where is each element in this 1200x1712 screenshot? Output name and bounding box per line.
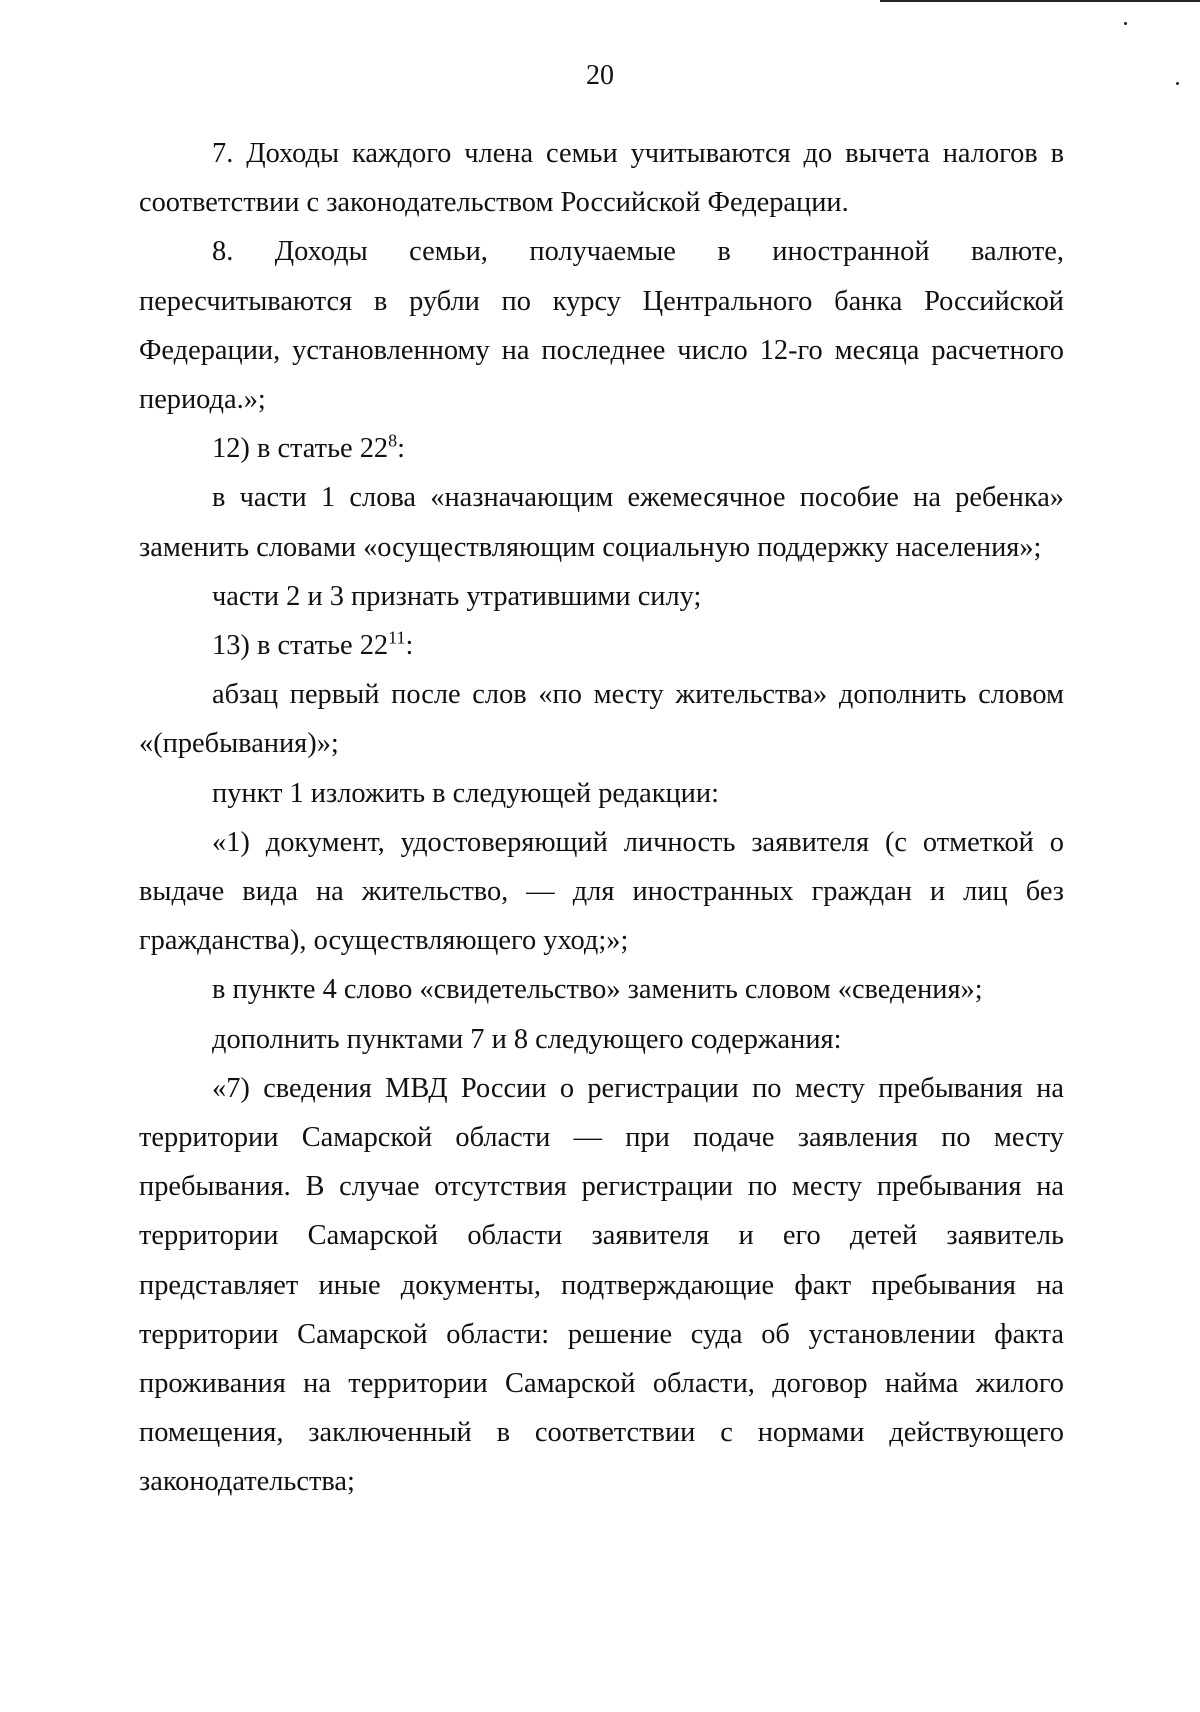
top-edge-rule xyxy=(880,0,1200,2)
article-ref-text: 13) в статье 22 xyxy=(212,630,389,662)
paragraph-item-1-new-wording: пункт 1 изложить в следующей редакции: xyxy=(212,777,719,809)
paragraph-first-abzac-change: абзац первый после слов «по месту жительства» дополнить словом «(пребывания)»; xyxy=(139,679,1064,760)
article-superscript: 11 xyxy=(388,627,406,648)
paragraph-add-items-7-8: дополнить пунктами 7 и 8 следующего содержания: xyxy=(212,1023,842,1055)
paragraph-quoted-item-7: «7) сведения МВД России о регистрации по месту пребывания на территории Самарской области — при подаче заявления по месту пребывания. В случае отсутствия регистрации по месту пребывания на территории Самарской области заявителя и его детей заявитель представляет иные документы, подтверждающие факт пребывания на территории Самарской области: решение суда об установлении факта проживания на территории Самарской области, договор найма жилого помещения, заключенный в соответствии с нормами действующего законодательства; xyxy=(139,1072,1064,1498)
page-number: 20 xyxy=(586,60,614,91)
paragraph-article-22-8 xyxy=(139,424,1064,473)
paragraph-item-7: 7. Доходы каждого члена семьи учитываются до вычета налогов в соответствии с законодательством Российской Федерации. xyxy=(139,138,1064,219)
paragraph-part-1-change: в части 1 слова «назначающим ежемесячное пособие на ребенка» заменить словами «осуществляющим социальную поддержку населения»; xyxy=(139,482,1064,563)
paragraph-item-8: 8. Доходы семьи, получаемые в иностранной валюте, пересчитываются в рубли по курсу Центрального банка Российской Федерации, установленному на последнее число 12-го месяца расчетного периода.»; xyxy=(139,236,1064,416)
paragraph-article-22-11 xyxy=(139,621,1064,670)
paragraph-quoted-item-1: «1) документ, удостоверяющий личность заявителя (с отметкой о выдаче вида на жительство, — для иностранных граждан и лиц без гражданства), осуществляющего уход;»; xyxy=(139,826,1064,957)
article-ref-text: 12) в статье 22 xyxy=(212,433,389,465)
document-body xyxy=(139,129,1064,1507)
article-ref-colon: : xyxy=(405,630,414,662)
paragraph-parts-2-3-repeal: части 2 и 3 признать утратившими силу; xyxy=(212,580,702,612)
paragraph-item-4-change: в пункте 4 слово «свидетельство» заменить словом «сведения»; xyxy=(212,974,983,1006)
scan-speck xyxy=(1124,22,1127,25)
article-superscript: 8 xyxy=(388,430,398,451)
article-ref-colon: : xyxy=(397,433,406,465)
